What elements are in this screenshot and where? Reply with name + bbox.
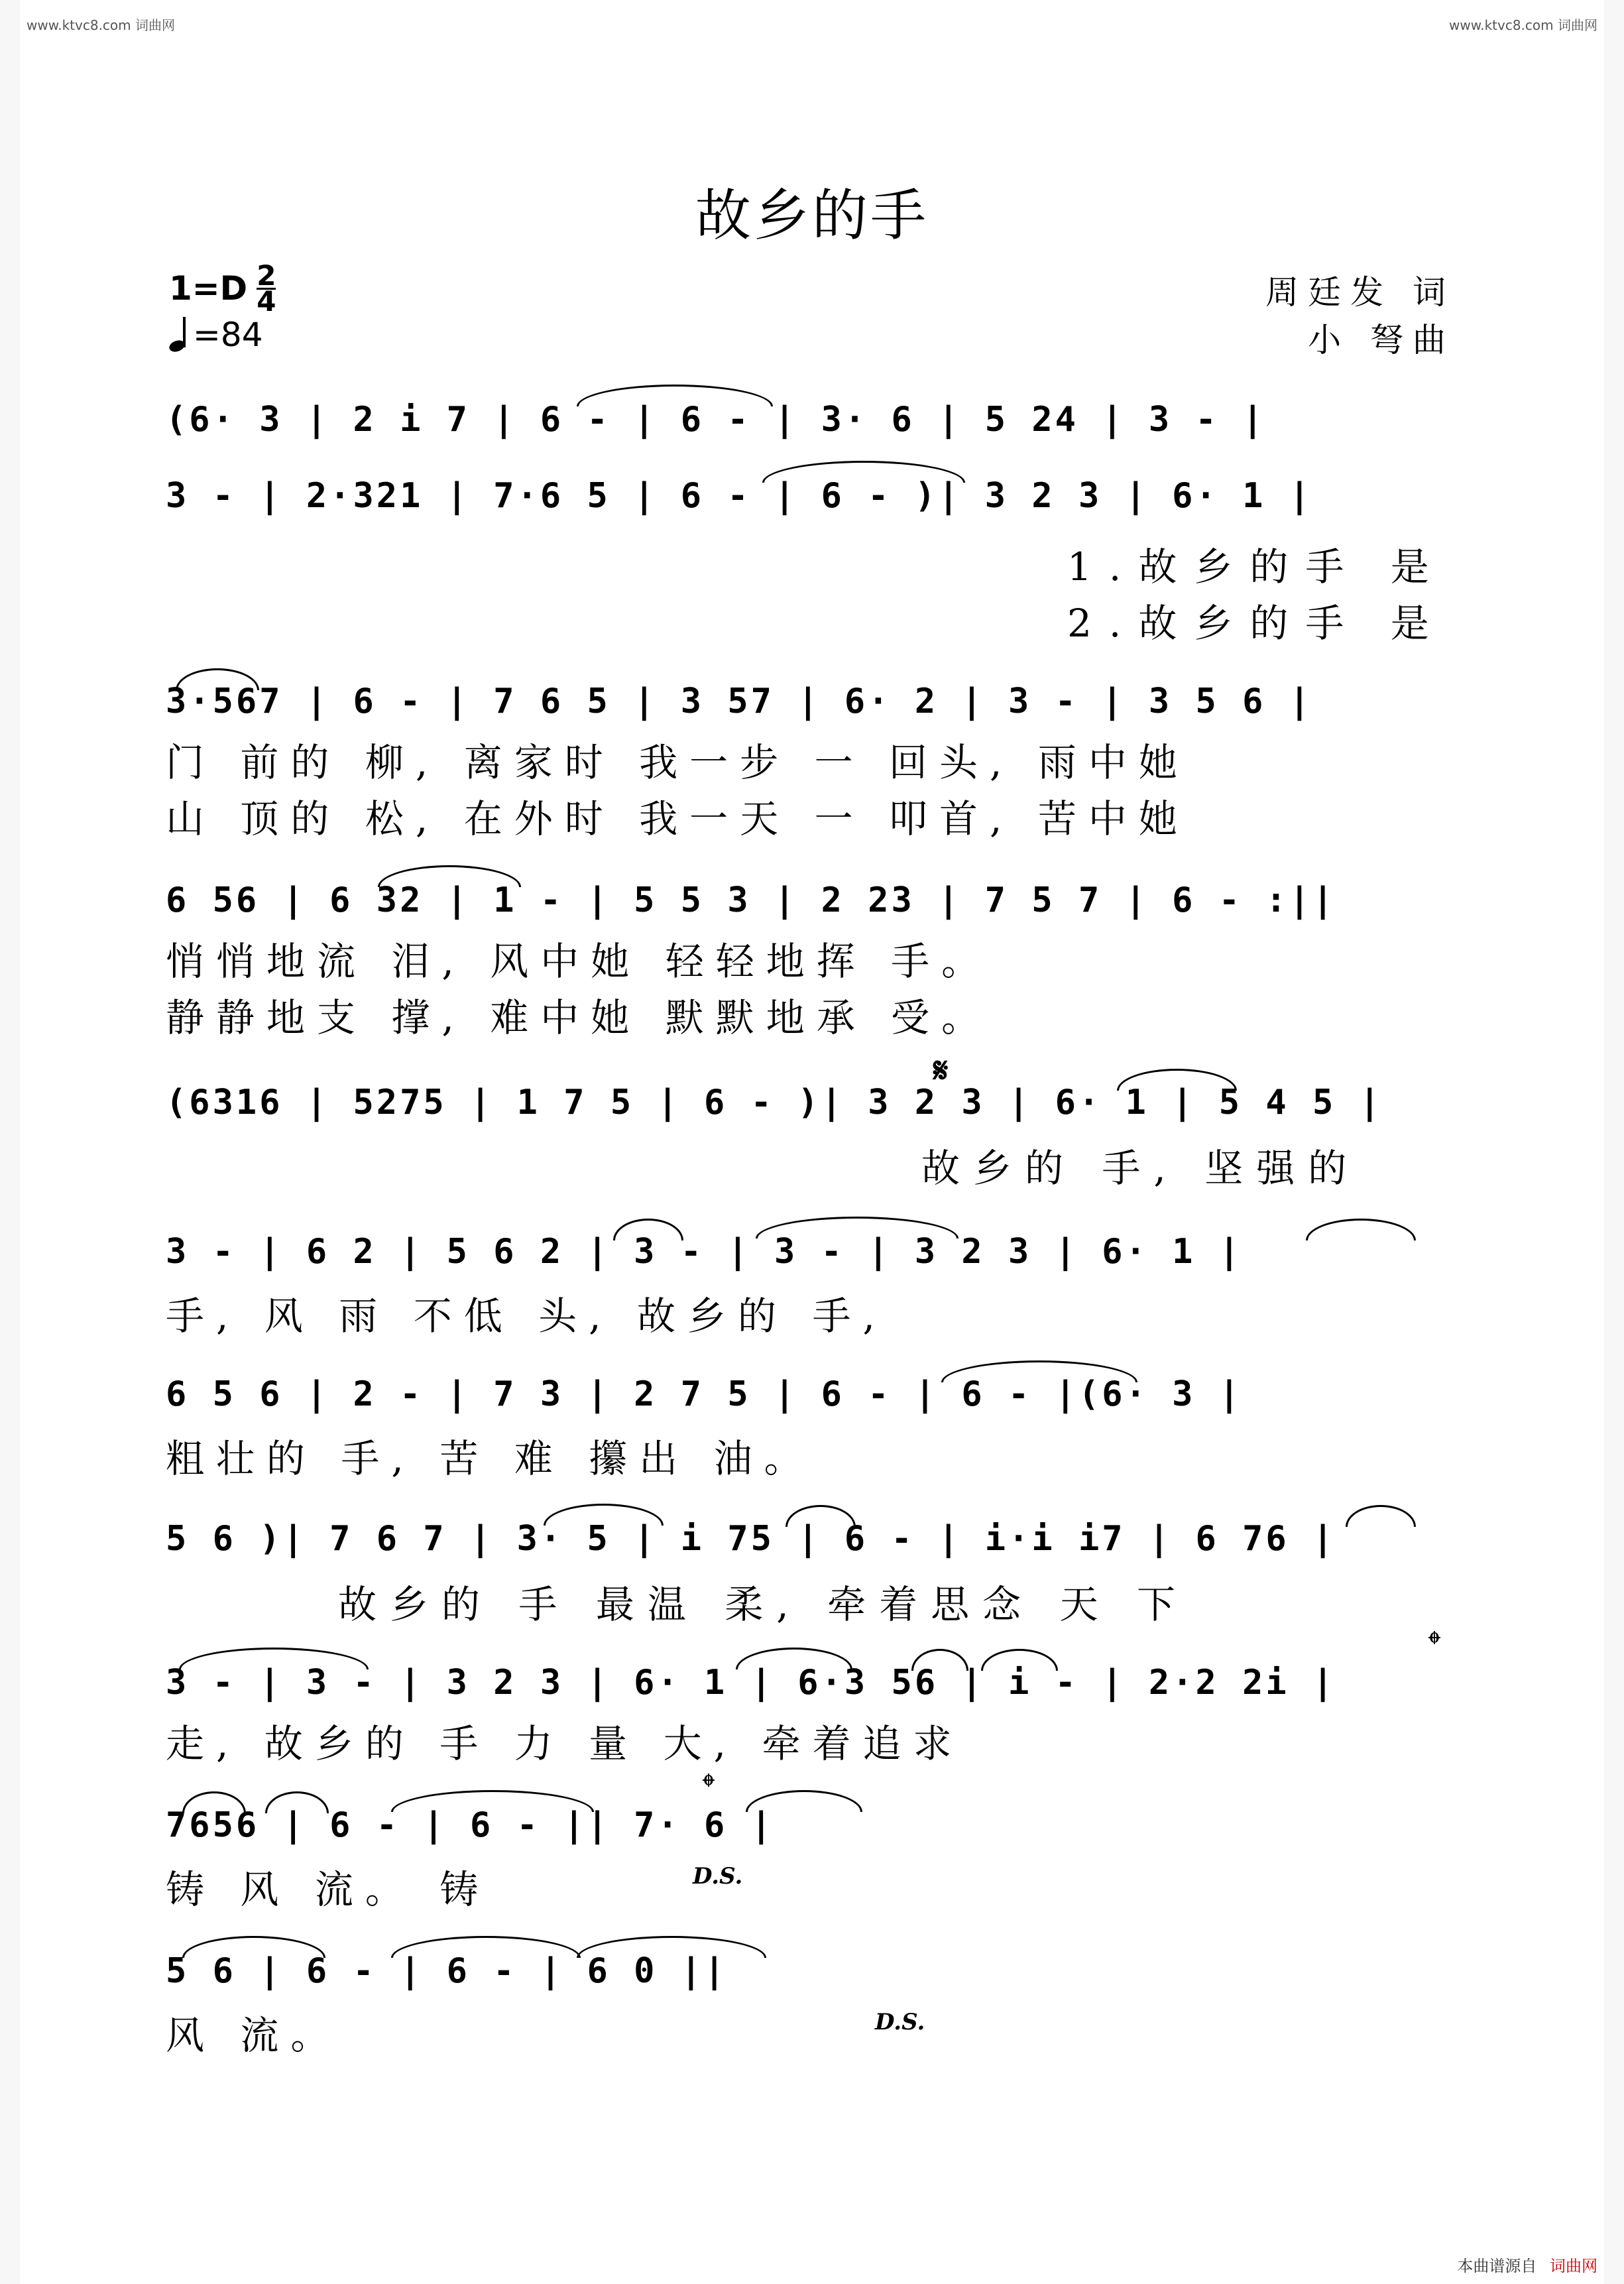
tie-slur: [1117, 1069, 1237, 1091]
notation-row-3: 3·567 | 6 - | 7 6 5 | 3 57 | 6· 2 | 3 - | 3 5 6 |: [166, 682, 1313, 721]
lyric-row-8: 故乡的 手 最温 柔, 牵着思念 天 下: [338, 1582, 1189, 1627]
time-sig-bottom: 4: [257, 284, 276, 318]
notation-row-8: 5 6 )| 7 6 7 | 3· 5 | i 75 | 6 - | i·i i7 | 6 76 |: [166, 1519, 1336, 1559]
time-signature: [257, 259, 276, 318]
lyric-row-2-verse-2: 2.故乡的手 是: [1067, 601, 1446, 646]
footer-credit: [1457, 2253, 1597, 2276]
notation-row-7: 6 5 6 | 2 - | 7 3 | 2 7 5 | 6 - | 6 - |(6· 3 |: [166, 1374, 1243, 1414]
tie-slur: [544, 1504, 664, 1526]
notation-row-6: 3 - | 6 2 | 5 6 2 | 3 - | 3 - | 3 2 3 | 6· 1 |: [166, 1232, 1243, 1272]
tie-slur: [1306, 1219, 1416, 1240]
tie-slur: [577, 385, 773, 406]
composer: 小 弩曲: [1308, 321, 1455, 359]
tie-slur: [756, 1217, 958, 1238]
footer-source-text: 本曲谱源自: [1457, 2257, 1537, 2275]
tie-slur: [981, 1649, 1058, 1671]
lyric-row-11: 风 流。: [166, 2013, 341, 2058]
left-margin-strip: [0, 0, 20, 2284]
credits-block: [1265, 269, 1455, 364]
key-label: 1=D: [169, 269, 248, 308]
tie-slur: [391, 1790, 594, 1812]
lyric-row-4-verse-1: 悄悄地流 泪, 风中她 轻轻地挥 手。: [166, 939, 992, 984]
quarter-note-icon: [169, 317, 189, 353]
tie-slur: [182, 1936, 325, 1958]
tie-slur: [785, 1505, 856, 1527]
tie-slur: [736, 1648, 852, 1669]
tie-slur: [391, 1936, 581, 1958]
right-margin-strip: [1604, 0, 1624, 2284]
lyric-row-2-verse-1: 1.故乡的手 是: [1067, 544, 1446, 589]
coda-sign-2: 𝄌: [703, 1767, 715, 1807]
song-title: 故乡的手: [695, 183, 929, 248]
tie-slur: [182, 1791, 246, 1813]
lyric-row-4-verse-2: 静静地支 撑, 难中她 默默地承 受。: [166, 995, 992, 1040]
tie-slur: [762, 461, 965, 483]
key-tempo-block: [169, 259, 276, 354]
tie-slur: [1346, 1505, 1416, 1527]
watermark-right: www.ktvc8.com 词曲网: [1448, 17, 1597, 33]
lyric-row-9: 走, 故乡的 手 力 量 大, 牵着追求: [166, 1721, 964, 1766]
tie-slur: [941, 1360, 1137, 1382]
lyric-row-3-verse-1: 门 前的 柳, 离家时 我一步 一 回头, 雨中她: [166, 740, 1189, 785]
tie-slur: [179, 1648, 369, 1669]
lyric-row-10: 铸 风 流。 铸: [166, 1867, 491, 1912]
footer-brand-link[interactable]: 词曲网: [1550, 2257, 1597, 2275]
notation-row-11: 5 6 | 6 - | 6 - | 6 0 ||: [166, 1951, 728, 1991]
time-sig-top: 2: [257, 259, 276, 292]
notation-row-5: (6316 | 5275 | 1 7 5 | 6 - )| 3 2 3 | 6· 1 | 5 4 5 |: [166, 1083, 1383, 1122]
tempo-marking: [169, 316, 276, 354]
lyric-row-3-verse-2: 山 顶的 松, 在外时 我一天 一 叩首, 苦中她: [166, 796, 1189, 841]
coda-sign: 𝄌: [1428, 1624, 1440, 1664]
ds-marking-2: D.S.: [875, 2009, 925, 2035]
tie-slur: [911, 1649, 968, 1671]
tie-slur: [378, 865, 521, 887]
notation-row-10: 7656 | 6 - | 6 - || 7· 6 |: [166, 1805, 774, 1845]
tie-slur: [265, 1791, 329, 1813]
segno-sign: 𝄋: [933, 1051, 949, 1091]
lyricist: 周廷发 词: [1265, 273, 1455, 312]
lyric-row-7: 粗壮的 手, 苦 难 攥出 油。: [166, 1436, 815, 1481]
tie-slur: [176, 668, 259, 690]
notation-row-2: 3 - | 2·321 | 7·6 5 | 6 - | 6 - )| 3 2 3 | 6· 1 |: [166, 476, 1313, 516]
notation-row-1: (6· 3 | 2 i 7 | 6 - | 6 - | 3· 6 | 5 24 | 3 - |: [166, 400, 1266, 440]
notation-row-9: 3 - | 3 - | 3 2 3 | 6· 1 | 6·3 56 | i - | 2·2 2i |: [166, 1663, 1336, 1703]
key-signature: [169, 259, 276, 318]
ds-marking-1: D.S.: [693, 1863, 743, 1890]
lyric-row-5: 故乡的 手, 坚强的: [921, 1146, 1360, 1191]
tempo-label: =84: [193, 316, 263, 354]
tie-slur: [613, 1219, 683, 1240]
tie-slur: [746, 1790, 862, 1812]
lyric-row-6: 手, 风 雨 不低 头, 故乡的 手,: [166, 1293, 887, 1339]
notation-row-4: 6 56 | 6 32 | 1 - | 5 5 3 | 2 23 | 7 5 7 | 6 - :||: [166, 880, 1336, 920]
watermark-left: www.ktvc8.com 词曲网: [27, 17, 176, 33]
tie-slur: [577, 1936, 766, 1958]
